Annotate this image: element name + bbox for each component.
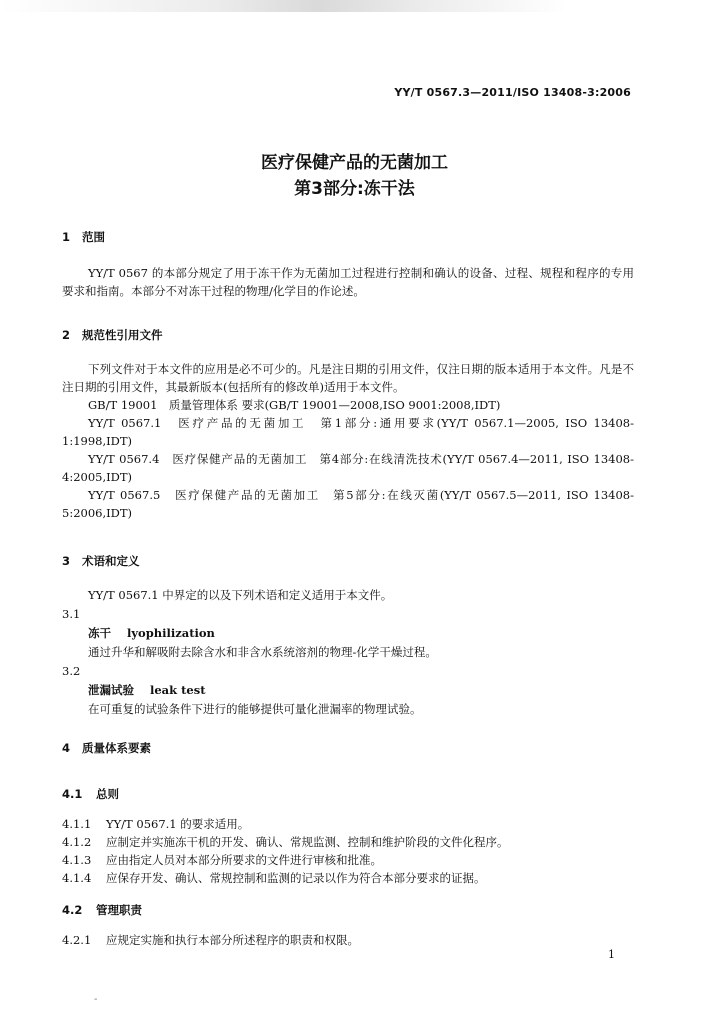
clause-text: 应规定实施和执行本部分所述程序的职责和权限。 [106,933,359,947]
section-title: 规范性引用文件 [82,328,163,342]
clause-text: 应由指定人员对本部分所要求的文件进行审核和批准。 [106,853,382,867]
clause-text: 应保存开发、确认、常规控制和监测的记录以作为符合本部分要求的证据。 [106,871,486,885]
section-2-heading [62,327,163,343]
clause-number: 4.1.1 [62,817,92,831]
section-number: 4 [62,741,71,755]
term-chinese: 泄漏试验 [88,683,134,697]
term-number: 3.1 [62,607,81,621]
term-leak-test [88,682,206,698]
section-3-heading [62,553,140,569]
scan-mark: ‑ [94,994,98,1005]
clause-number: 4.2.1 [62,933,92,947]
clause-text: YY/T 0567.1 的要求适用。 [106,817,250,831]
subsection-title: 总则 [96,787,119,801]
clause-4-1-4 [62,870,486,886]
term-definition: 在可重复的试验条件下进行的能够提供可量化泄漏率的物理试验。 [88,702,422,716]
clause-4-1-3 [62,852,382,868]
subsection-4-1-heading [62,786,119,802]
clause-number: 4.1.3 [62,853,92,867]
scope-paragraph: YY/T 0567 的本部分规定了用于冻干作为无菌加工过程进行控制和确认的设备、过程、规程和程序的专用要求和指南。本部分不对冻干过程的物理/化学目的作论述。 [62,266,634,298]
section-1-heading [62,229,105,245]
clause-text: 应制定并实施冻干机的开发、确认、常规监测、控制和维护阶段的文件化程序。 [106,835,509,849]
reference-yyt0567-1: YY/T 0567.1 医疗产品的无菌加工 第1部分:通用要求(YY/T 0567.1—2005, ISO 13408-1:1998,IDT) [62,416,634,448]
reference-yyt0567-5: YY/T 0567.5 医疗保健产品的无菌加工 第5部分:在线灭菌(YY/T 0567.5—2011, ISO 13408-5:2006,IDT) [62,488,634,520]
standard-code: YY/T 0567.3—2011/ISO 13408-3:2006 [394,86,631,99]
term-lyophilization [88,625,215,641]
clause-4-1-1 [62,816,249,832]
document-subtitle: 第3部分:冻干法 [294,179,415,199]
subsection-title: 管理职责 [96,903,142,917]
subsection-4-2-heading [62,902,142,918]
clause-4-1-2 [62,834,509,850]
section-4-heading [62,740,151,756]
subsection-number: 4.1 [62,787,83,801]
document-title: 医疗保健产品的无菌加工 [261,153,448,173]
section-title: 术语和定义 [82,554,140,568]
term-english: lyophilization [127,626,215,640]
section-number: 1 [62,230,71,244]
clause-4-2-1 [62,932,359,948]
section-title: 质量体系要素 [82,741,151,755]
term-english: leak test [150,683,206,697]
reference-gbt19001: GB/T 19001 质量管理体系 要求(GB/T 19001—2008,ISO 9001:2008,IDT) [88,398,501,412]
page-number: 1 [608,948,615,961]
section-title: 范围 [82,230,105,244]
reference-yyt0567-4: YY/T 0567.4 医疗保健产品的无菌加工 第4部分:在线清洗技术(YY/T 0567.4—2011, ISO 13408-4:2005,IDT) [62,452,634,484]
term-number: 3.2 [62,664,81,678]
normative-intro-paragraph: 下列文件对于本文件的应用是必不可少的。凡是注日期的引用文件，仅注日期的版本适用于本文件。凡是不注日期的引用文件，其最新版本(包括所有的修改单)适用于本文件。 [62,362,634,394]
clause-number: 4.1.4 [62,871,92,885]
term-definition: 通过升华和解吸附去除含水和非含水系统溶剂的物理-化学干燥过程。 [88,645,437,659]
terms-intro-paragraph: YY/T 0567.1 中界定的以及下列术语和定义适用于本文件。 [88,588,393,602]
section-number: 2 [62,328,71,342]
term-chinese: 冻干 [88,626,111,640]
scan-artifact [0,0,709,12]
subsection-number: 4.2 [62,903,83,917]
section-number: 3 [62,554,71,568]
clause-number: 4.1.2 [62,835,92,849]
